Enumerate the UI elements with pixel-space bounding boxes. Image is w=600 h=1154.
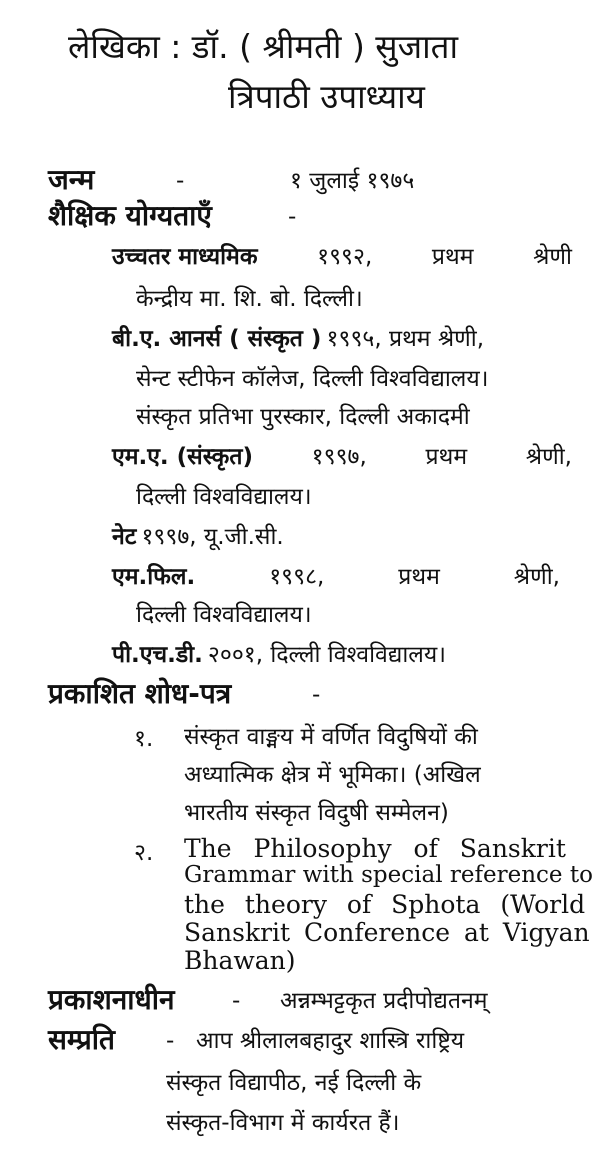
education-row-mphil	[112, 566, 560, 589]
paper-line: भारतीय संस्कृत विदुषी सम्मेलन)	[184, 800, 449, 826]
degree-year: १९९७,	[311, 444, 367, 470]
degree-division: प्रथम	[398, 564, 440, 590]
paper-number: २.	[134, 840, 154, 866]
paper-line: Bhawan)	[184, 946, 296, 975]
degree-name: उच्चतर माध्यमिक	[112, 244, 258, 270]
degree-division: प्रथम	[425, 444, 468, 470]
degree-name: एम.ए. (संस्कृत)	[112, 444, 253, 470]
forthcoming-value: अन्नम्भट्टकृत प्रदीपोद्यतनम्	[280, 988, 488, 1014]
current-label: सम्प्रति	[48, 1023, 116, 1056]
degree-institution: केन्द्रीय मा. शि. बो. दिल्ली।	[136, 286, 363, 312]
birth-label: जन्म	[48, 163, 95, 196]
paper-number: १.	[134, 726, 154, 752]
degree-details: २००१, दिल्ली विश्वविद्यालय।	[207, 642, 446, 668]
paper-line: Sanskrit Conference at Vigyan	[184, 918, 590, 947]
birth-dash: -	[176, 168, 185, 194]
education-row-ba	[112, 328, 484, 351]
current-line: आप श्रीलालबहादुर शास्त्रि राष्ट्रिय	[196, 1028, 465, 1054]
forthcoming-dash: -	[232, 988, 241, 1014]
degree-award: संस्कृत प्रतिभा पुरस्कार, दिल्ली अकादमी	[136, 404, 470, 430]
education-dash: -	[288, 204, 297, 230]
author-title-line-2: त्रिपाठी उपाध्याय	[228, 77, 425, 116]
degree-name: पी.एच.डी.	[112, 642, 203, 668]
paper-line: संस्कृत वाङ्मय में वर्णित विदुषियों की	[184, 724, 478, 750]
author-title-line-1: लेखिका : डॉ. ( श्रीमती ) सुजाता	[68, 27, 459, 66]
degree-institution: सेन्ट स्टीफेन कॉलेज, दिल्ली विश्वविद्यालय।	[136, 366, 489, 392]
degree-institution: दिल्ली विश्वविद्यालय।	[136, 602, 312, 628]
degree-name: बी.ए. आनर्स ( संस्कृत )	[112, 326, 322, 352]
degree-institution: दिल्ली विश्वविद्यालय।	[136, 484, 312, 510]
education-row-net	[112, 526, 284, 549]
degree-division-word: श्रेणी,	[513, 564, 560, 590]
current-dash: -	[166, 1028, 175, 1054]
paper-line: अध्यात्मिक क्षेत्र में भूमिका। (अखिल	[184, 762, 481, 788]
papers-heading: प्रकाशित शोध-पत्र	[48, 677, 232, 710]
education-row-higher-secondary	[112, 246, 572, 269]
degree-name: नेट	[112, 524, 137, 550]
paper-line: Grammar with special reference to	[184, 862, 593, 888]
degree-details: १९९५, प्रथम श्रेणी,	[326, 326, 485, 352]
degree-division: प्रथम	[431, 244, 474, 270]
degree-name: एम.फिल.	[112, 564, 196, 590]
degree-division-word: श्रेणी	[533, 244, 572, 270]
papers-dash: -	[312, 682, 321, 708]
paper-line: The Philosophy of Sanskrit	[184, 834, 566, 863]
forthcoming-label: प्रकाशनाधीन	[48, 983, 175, 1016]
degree-division-word: श्रेणी,	[525, 444, 572, 470]
education-heading: शैक्षिक योग्यताएँ	[48, 199, 212, 232]
paper-line: the theory of Sphota (World	[184, 890, 586, 919]
education-row-ma	[112, 446, 572, 469]
education-row-phd	[112, 644, 446, 667]
current-line: संस्कृत विद्यापीठ, नई दिल्ली के	[166, 1070, 422, 1096]
birth-value: १ जुलाई १९७५	[290, 168, 415, 194]
degree-year: १९९२,	[317, 244, 373, 270]
degree-details: १९९७, यू.जी.सी.	[141, 524, 284, 550]
current-line: संस्कृत-विभाग में कार्यरत हैं।	[166, 1110, 400, 1136]
degree-year: १९९८,	[269, 564, 325, 590]
